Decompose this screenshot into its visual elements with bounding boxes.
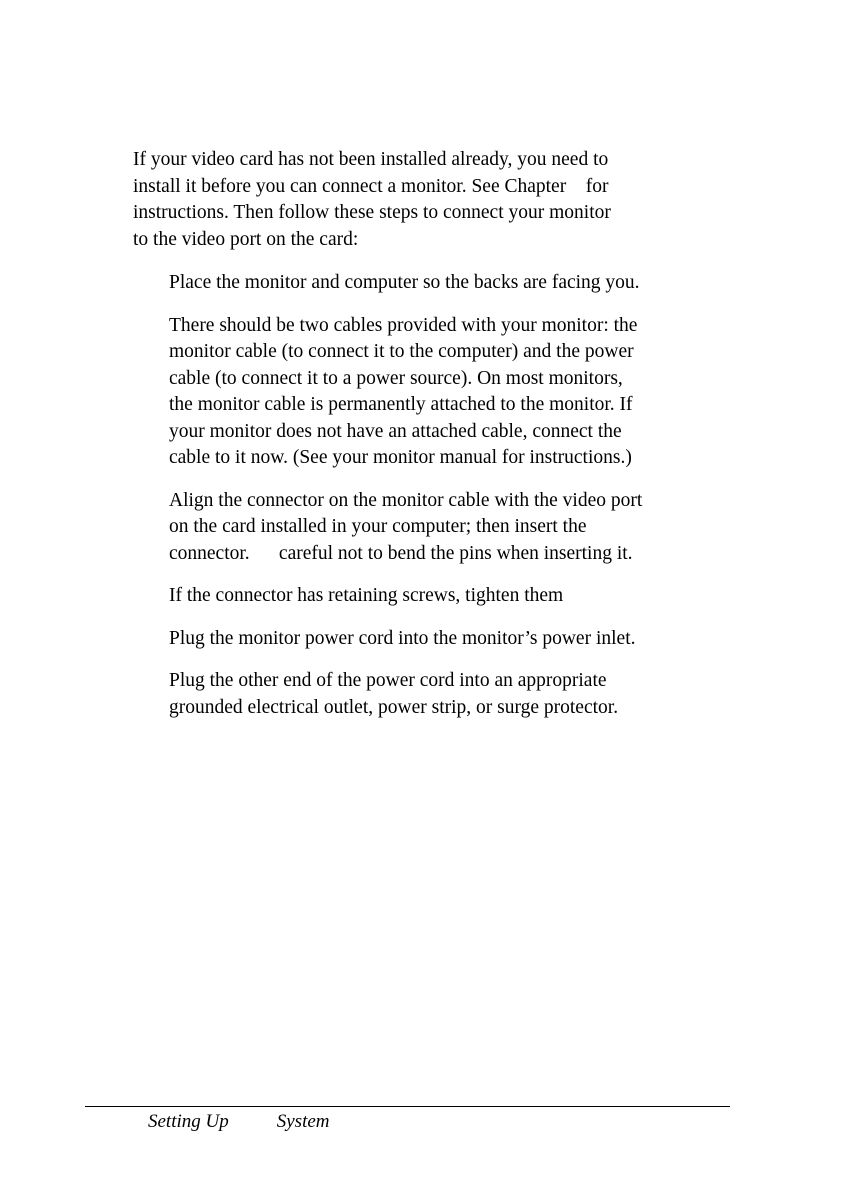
footer-divider xyxy=(85,1106,730,1107)
footer-title-part2: System xyxy=(276,1111,330,1132)
step-item xyxy=(169,668,739,721)
intro-line: install it before you can connect a monitor. See Chapter for xyxy=(133,175,609,197)
step-line: cable (to connect it to a power source). On most monitors, xyxy=(169,367,623,389)
step-line: on the card installed in your computer; then insert the xyxy=(169,516,587,537)
running-footer xyxy=(148,1111,330,1133)
step-line: connector. careful not to bend the pins when inserting it. xyxy=(169,542,633,564)
step-line: Plug the monitor power cord into the monitor’s power inlet. xyxy=(169,627,636,649)
footer-title-part1: Setting Up xyxy=(148,1111,229,1132)
step-line: the monitor cable is permanently attached to the monitor. If xyxy=(169,394,633,415)
step-item xyxy=(169,270,739,297)
intro-line: to the video port on the card: xyxy=(133,228,359,250)
step-line: Align the connector on the monitor cable with the video port xyxy=(169,489,643,511)
step-line: There should be two cables provided with your monitor: the xyxy=(169,314,638,336)
step-line: cable to it now. (See your monitor manual for instructions.) xyxy=(169,447,632,468)
steps-list xyxy=(169,270,739,737)
intro-line: instructions. Then follow these steps to connect your monitor xyxy=(133,202,611,223)
intro-line: If your video card has not been installed already, you need to xyxy=(133,149,609,170)
intro-paragraph xyxy=(133,147,733,253)
step-line: grounded electrical outlet, power strip, or surge protector. xyxy=(169,696,619,718)
step-line: Place the monitor and computer so the backs are facing you. xyxy=(169,272,640,293)
step-line: Plug the other end of the power cord into an appropriate xyxy=(169,670,607,691)
step-item xyxy=(169,583,739,610)
step-item xyxy=(169,626,739,653)
step-line: your monitor does not have an attached cable, connect the xyxy=(169,420,622,442)
step-line: If the connector has retaining screws, tighten them xyxy=(169,585,564,606)
step-line: monitor cable (to connect it to the computer) and the power xyxy=(169,341,634,362)
step-item xyxy=(169,488,739,568)
step-item xyxy=(169,313,739,472)
